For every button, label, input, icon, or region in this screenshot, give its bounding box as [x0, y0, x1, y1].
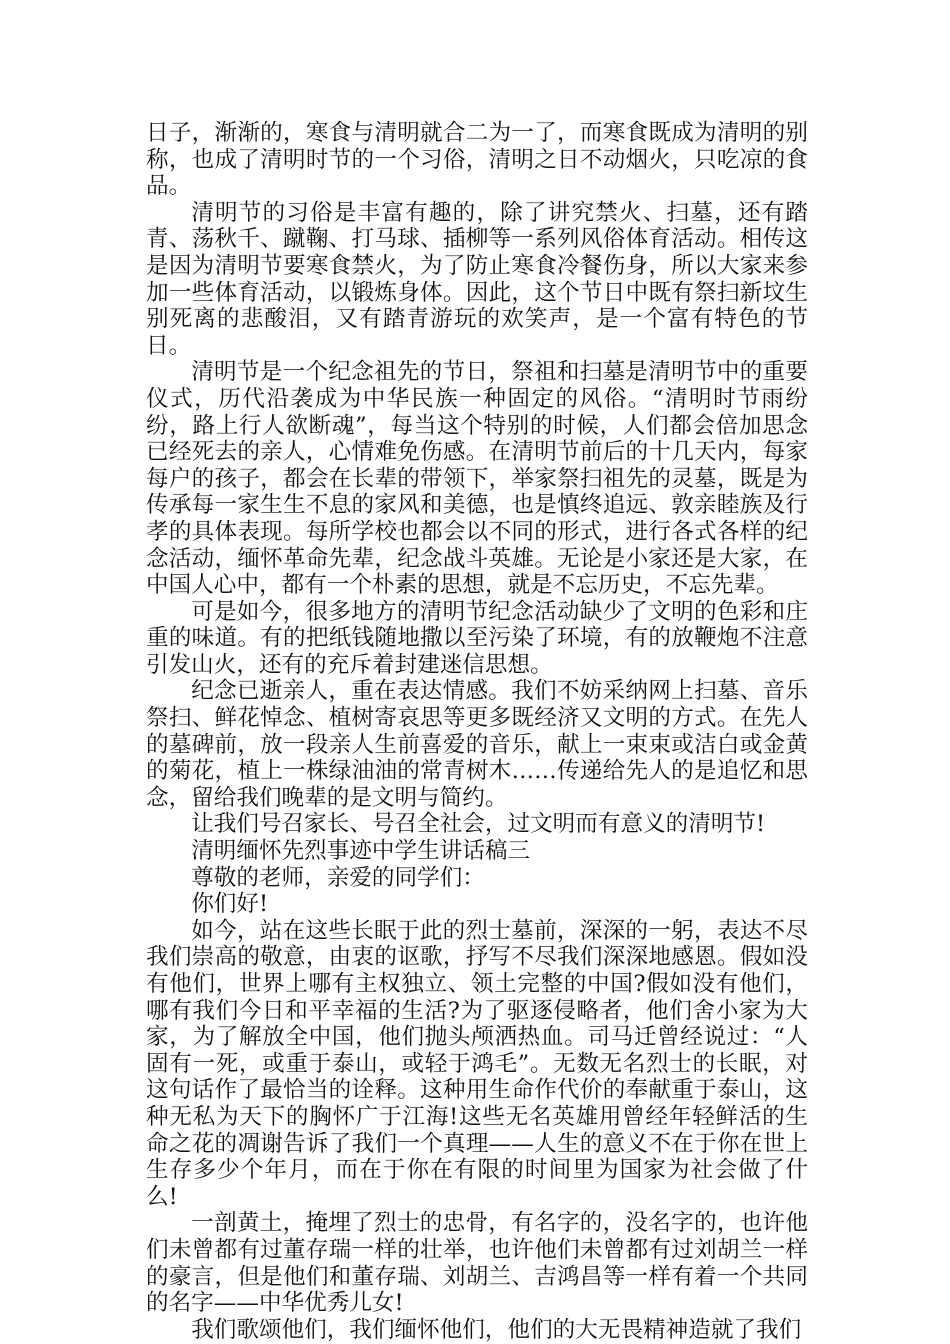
paragraph: 如今，站在这些长眠于此的烈士墓前，深深的一躬，表达不尽我们崇高的敬意，由衷的讴歌，抒写不尽我们深深地感恩。假如没有他们，世界上哪有主权独立、领土完整的中国?假如没有他们，哪有我们今日和平幸福的生活?为了驱逐侵略者，他们舍小家为大家，为了解放全中国，他们抛头颅洒热血。司马迁曾经说过：“人固有一死，或重于泰山，或轻于鸿毛”。无数无名烈士的长眠，对这句话作了最恰当的诠释。这种用生命作代价的奉献重于泰山，这种无私为天下的胸怀广于江海!这些无名英雄用曾经年轻鲜活的生命之花的凋谢告诉了我们一个真理——人生的意义不在于你在世上生存多少个年月，而在于你在有限的时间里为国家为社会做了什么!	[146, 917, 808, 1210]
section-title: 清明缅怀先烈事迹中学生讲话稿三	[191, 838, 531, 865]
document-body	[146, 120, 808, 1343]
paragraph: 一剖黄土，掩埋了烈士的忠骨，有名字的，没名字的，也许他们未曾都有过董存瑞一样的壮举，也许他们未曾都有过刘胡兰一样的豪言，但是他们和董存瑞、刘胡兰、吉鸿昌等一样有着一个共同的名字——中华优秀儿女!	[146, 1210, 808, 1317]
greeting: 你们好!	[191, 891, 269, 918]
paragraph: 可是如今，很多地方的清明节纪念活动缺少了文明的色彩和庄重的味道。有的把纸钱随地撒以至污染了环境，有的放鞭炮不注意引发山火，还有的充斥着封建迷信思想。	[146, 598, 808, 678]
paragraph: 我们歌颂他们，我们缅怀他们，他们的大无畏精神造就了我们	[191, 1316, 802, 1343]
paragraph: 清明节的习俗是丰富有趣的，除了讲究禁火、扫墓，还有踏青、荡秋千、蹴鞠、打马球、插柳等一系列风俗体育活动。相传这是因为清明节要寒食禁火，为了防止寒食冷餐伤身，所以大家来参加一些体育活动，以锻炼身体。因此，这个节日中既有祭扫新坟生别死离的悲酸泪，又有踏青游玩的欢笑声，是一个富有特色的节日。	[146, 199, 808, 359]
paragraph: 清明节是一个纪念祖先的节日，祭祖和扫墓是清明节中的重要仪式，历代沿袭成为中华民族一种固定的风俗。“清明时节雨纷纷，路上行人欲断魂”，每当这个特别的时候，人们都会倍加思念已经死去的亲人，心情难免伤感。在清明节前后的十几天内，每家每户的孩子，都会在长辈的带领下，举家祭扫祖先的灵墓，既是为传承每一家生生不息的家风和美德，也是慎终追远、敦亲睦族及行孝的具体表现。每所学校也都会以不同的形式，进行各式各样的纪念活动，缅怀革命先辈，纪念战斗英雄。无论是小家还是大家，在中国人心中，都有一个朴素的思想，就是不忘历史，不忘先辈。	[146, 359, 808, 599]
paragraph: 纪念已逝亲人，重在表达情感。我们不妨采纳网上扫墓、音乐祭扫、鲜花悼念、植树寄哀思等更多既经济又文明的方式。在先人的墓碑前，放一段亲人生前喜爱的音乐，献上一束束或洁白或金黄的菊花，植上一株绿油油的常青树木……传递给先人的是追忆和思念，留给我们晚辈的是文明与简约。	[146, 678, 808, 811]
salutation: 尊敬的老师，亲爱的同学们：	[191, 864, 485, 891]
paragraph: 让我们号召家长、号召全社会，过文明而有意义的清明节!	[191, 811, 766, 838]
paragraph: 日子，渐渐的，寒食与清明就合二为一了，而寒食既成为清明的别称，也成了清明时节的一个习俗，清明之日不动烟火，只吃凉的食品。	[146, 120, 808, 200]
